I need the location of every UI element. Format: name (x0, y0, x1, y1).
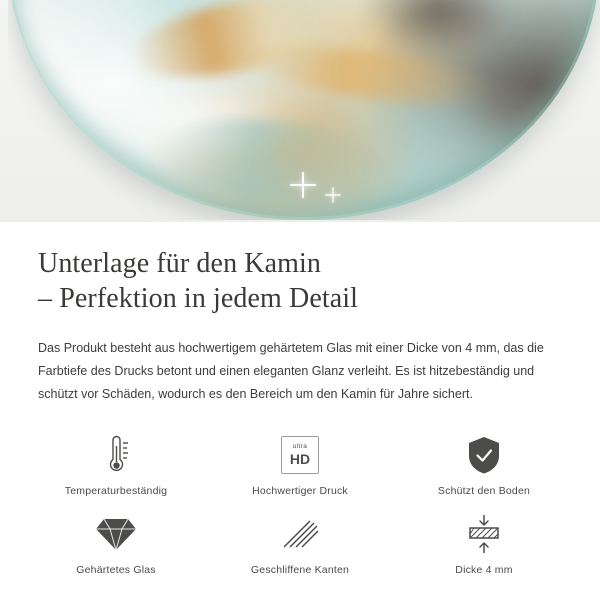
feature-label: Geschliffene Kanten (250, 563, 350, 576)
hero-image-section (0, 0, 600, 222)
thickness-arrows-icon (392, 511, 576, 557)
feature-label: Temperaturbeständig (64, 484, 168, 497)
diamond-icon (24, 511, 208, 557)
shield-check-icon (392, 432, 576, 478)
badge-top-text: ultra (292, 443, 308, 451)
ultra-hd-badge-icon (208, 432, 392, 478)
headline-line-1: Unterlage für den Kamin (38, 248, 321, 279)
feature-item-temperature (24, 432, 208, 497)
feature-label: Gehärtetes Glas (76, 563, 156, 576)
product-description-text: Das Produkt besteht aus hochwertigem gehärtetem Glas mit einer Dicke von 4 mm, das die Farbtiefe des Drucks betont und einen eleganten Glanz verleiht. Es ist hitzebeständig und schützt vor Schäden, wodurch es den Bereich um den Kamin für Jahre sichert. (38, 340, 544, 401)
headline-line-2: – Perfektion in jedem Detail (38, 283, 359, 315)
marble-glass-disc (8, 0, 600, 220)
feature-item-polished-edges (208, 511, 392, 576)
feature-grid (0, 432, 600, 576)
page-title (38, 246, 562, 317)
feature-label: Hochwertiger Druck (252, 484, 348, 497)
feature-item-floor-protection (392, 432, 576, 497)
feature-item-print-quality (208, 432, 392, 497)
polished-edges-icon (208, 511, 392, 557)
glass-edge-highlight (8, 0, 600, 220)
feature-label: Schützt den Boden (437, 484, 531, 497)
badge-bottom-text: HD (289, 450, 311, 467)
thermometer-icon (24, 432, 208, 478)
feature-label: Dicke 4 mm (455, 563, 513, 576)
feature-item-tempered-glass (24, 511, 208, 576)
feature-item-thickness (392, 511, 576, 576)
text-content (0, 222, 600, 406)
glass-disc-wrapper (8, 0, 600, 220)
